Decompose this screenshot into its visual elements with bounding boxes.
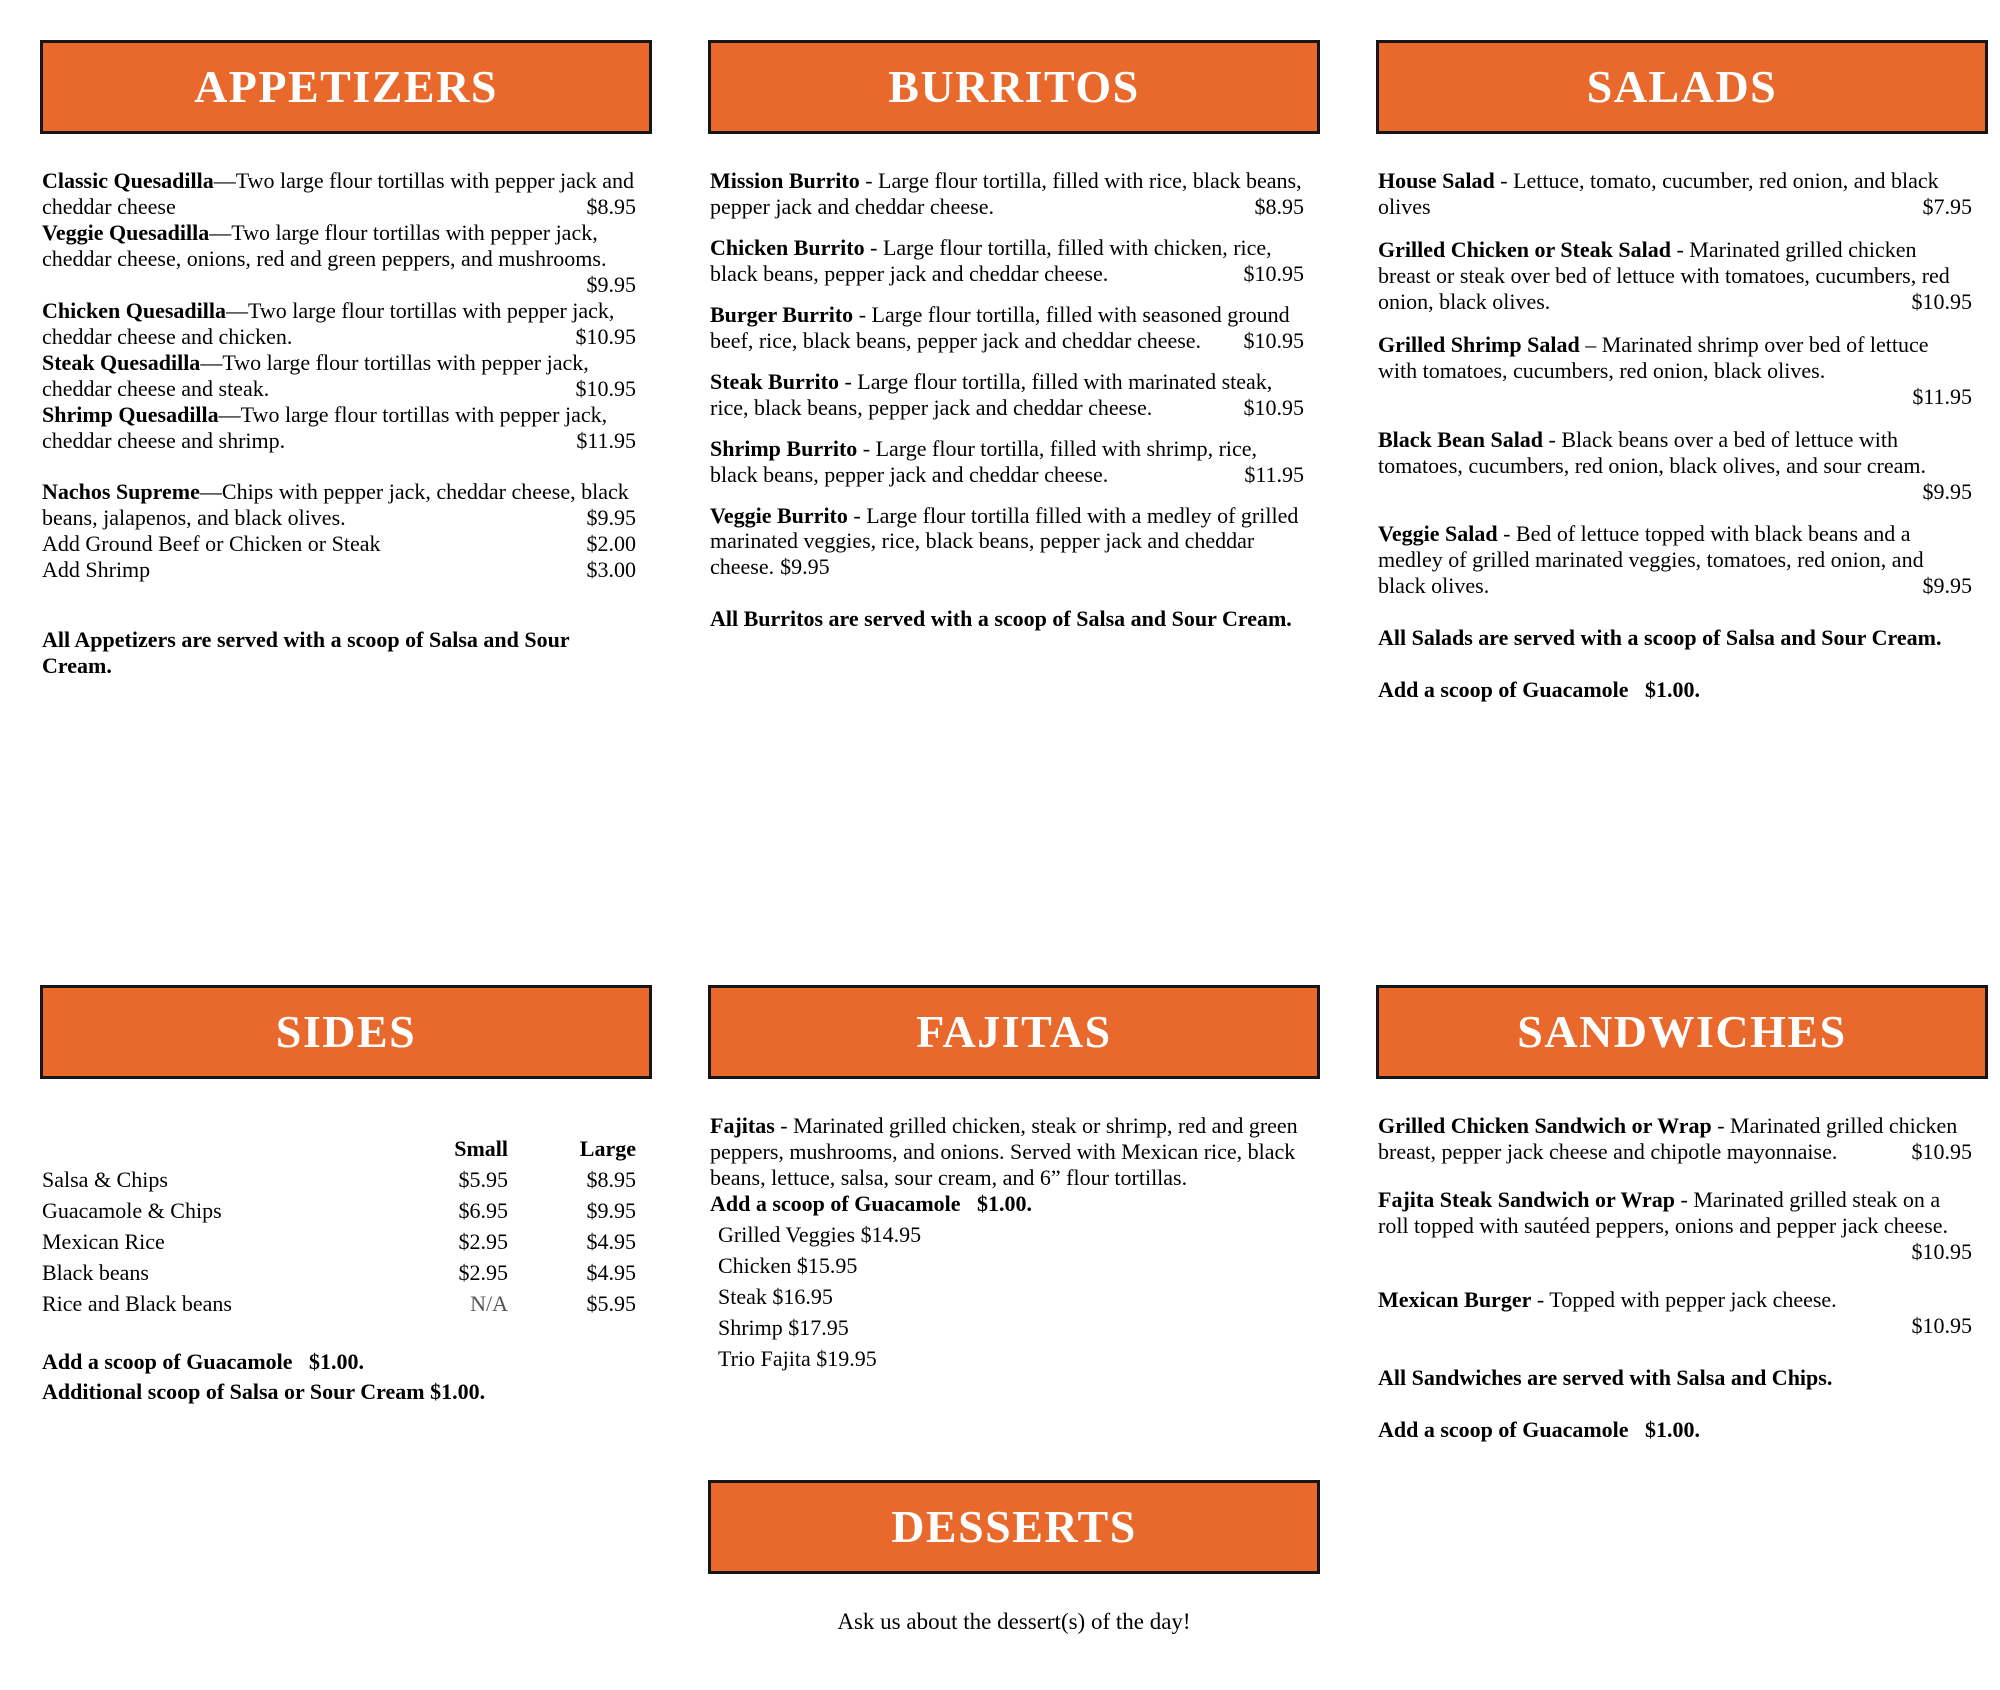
item-name: Steak Burrito bbox=[710, 368, 839, 394]
side-price-small: $2.95 bbox=[458, 1260, 508, 1285]
guacamole-note: Add a scoop of Guacamole $1.00. bbox=[1378, 1416, 1701, 1442]
menu-item bbox=[710, 168, 1304, 220]
addon-label: Add Ground Beef or Chicken or Steak bbox=[42, 531, 381, 557]
addon-price: $2.00 bbox=[586, 531, 636, 557]
item-name: Veggie Quesadilla bbox=[42, 219, 210, 245]
item-price: $9.95 bbox=[586, 505, 636, 531]
item-desc: - Large flour tortilla, filled with chicken, rice, black beans, pepper jack and cheddar cheese. bbox=[710, 234, 1272, 286]
item-price: $9.95 bbox=[586, 271, 636, 297]
item-name: Steak Quesadilla bbox=[42, 349, 201, 375]
item-name: Fajitas bbox=[710, 1113, 775, 1138]
item-desc: - Large flour tortilla, filled with marinated steak, rice, black beans, pepper jack and cheddar cheese. bbox=[710, 368, 1273, 420]
item-desc: – Marinated shrimp over bed of lettuce with tomatoes, cucumbers, red onion, black olives. bbox=[1378, 331, 1929, 383]
sides-row bbox=[42, 1257, 636, 1288]
menu-item bbox=[42, 168, 636, 220]
item-name: Grilled Chicken or Steak Salad bbox=[1378, 236, 1671, 262]
item-price: $10.95 bbox=[1911, 288, 1972, 314]
fajitas-title: FAJITAS bbox=[916, 1005, 1112, 1057]
item-desc: —Two large flour tortillas with pepper jack, cheddar cheese, onions, red and green peppers, and mushrooms. bbox=[42, 219, 607, 271]
side-price-small: $5.95 bbox=[458, 1167, 508, 1192]
burritos-title: BURRITOS bbox=[888, 60, 1140, 112]
item-desc: - Large flour tortilla, filled with seasoned ground beef, rice, black beans, pepper jack and cheddar cheese. bbox=[710, 301, 1290, 353]
sides-header-small: Small bbox=[454, 1136, 508, 1161]
sides-header-large: Large bbox=[579, 1136, 636, 1161]
sides-row bbox=[42, 1288, 636, 1319]
extra-scoop-note: Additional scoop of Salsa or Sour Cream $1.00. bbox=[42, 1379, 486, 1404]
item-name: House Salad bbox=[1378, 168, 1495, 193]
burritos-banner bbox=[708, 40, 1320, 134]
item-name: Chicken Burrito bbox=[710, 234, 865, 260]
side-price-small: $2.95 bbox=[458, 1229, 508, 1254]
item-desc: —Chips with pepper jack, cheddar cheese, black beans, jalapenos, and black olives. bbox=[42, 479, 629, 531]
column-middle bbox=[708, 40, 1320, 1635]
side-price-small: N/A bbox=[470, 1291, 508, 1316]
item-name: Burger Burrito bbox=[710, 301, 854, 327]
side-name: Salsa & Chips bbox=[42, 1167, 168, 1192]
item-price: $10.95 bbox=[1243, 327, 1304, 353]
item-desc: - Large flour tortilla, filled with rice, black beans, pepper jack and cheddar cheese. bbox=[710, 168, 1302, 219]
item-name: Nachos Supreme bbox=[42, 479, 200, 505]
item-desc: - Black beans over a bed of lettuce with tomatoes, cucumbers, red onion, black olives, and sour cream. bbox=[1378, 426, 1927, 478]
menu-item bbox=[42, 220, 636, 298]
sandwiches-body bbox=[1376, 1079, 1988, 1443]
section-note: All Burritos are served with a scoop of Salsa and Sour Cream. bbox=[710, 606, 1292, 632]
menu-item bbox=[710, 436, 1304, 488]
menu-item bbox=[42, 298, 636, 350]
desserts-banner bbox=[708, 1480, 1320, 1574]
item-price: $11.95 bbox=[1912, 383, 1972, 409]
sides-title: SIDES bbox=[275, 1005, 417, 1057]
sides-table bbox=[42, 1133, 636, 1319]
fajita-option: Grilled Veggies $14.95 bbox=[718, 1221, 922, 1247]
menu-item bbox=[1378, 332, 1972, 410]
item-name: Fajita Steak Sandwich or Wrap bbox=[1378, 1186, 1676, 1212]
item-price: $8.95 bbox=[586, 193, 636, 219]
item-name: Classic Quesadilla bbox=[42, 168, 214, 193]
side-price-large: $8.95 bbox=[586, 1167, 636, 1192]
sides-notes bbox=[42, 1347, 636, 1407]
item-name: Grilled Shrimp Salad bbox=[1378, 331, 1580, 357]
desserts-title: DESSERTS bbox=[891, 1500, 1137, 1552]
item-desc: - Lettuce, tomato, cucumber, red onion, and black olives bbox=[1378, 168, 1939, 219]
item-price: $10.95 bbox=[575, 323, 636, 349]
fajita-option: Shrimp $17.95 bbox=[718, 1314, 849, 1340]
sides-row bbox=[42, 1164, 636, 1195]
item-desc: - Marinated grilled chicken, steak or shrimp, red and green peppers, mushrooms, and onions. Served with Mexican rice, black beans, lettuce, salsa, sour cream, and 6” flour tortillas. bbox=[710, 1113, 1298, 1190]
item-name: Veggie Salad bbox=[1378, 521, 1498, 547]
addon-price: $3.00 bbox=[586, 557, 636, 583]
item-desc: —Two large flour tortillas with pepper jack, cheddar cheese and chicken. bbox=[42, 297, 615, 349]
item-price: $10.95 bbox=[1911, 1138, 1972, 1164]
item-desc: - Marinated grilled steak on a roll topped with sautéed peppers, onions and pepper jack cheese. bbox=[1378, 1186, 1948, 1238]
item-price: $11.95 bbox=[576, 427, 636, 453]
menu-item bbox=[42, 402, 636, 454]
item-price: $10.95 bbox=[1243, 394, 1304, 420]
item-desc: - Bed of lettuce topped with black beans and a medley of grilled marinated veggies, tomatoes, red onion, and black olives. bbox=[1378, 521, 1924, 599]
side-price-large: $4.95 bbox=[586, 1229, 636, 1254]
item-price: $9.95 bbox=[780, 554, 830, 580]
side-price-large: $5.95 bbox=[586, 1291, 636, 1316]
sandwiches-title: SANDWICHES bbox=[1517, 1005, 1847, 1057]
burritos-body bbox=[708, 134, 1320, 985]
item-name: Chicken Quesadilla bbox=[42, 297, 226, 323]
item-name: Grilled Chicken Sandwich or Wrap bbox=[1378, 1113, 1712, 1138]
column-left bbox=[40, 40, 652, 1635]
fajitas-body bbox=[708, 1079, 1320, 1480]
section-note: All Appetizers are served with a scoop of Salsa and Sour Cream. bbox=[42, 627, 575, 679]
addon-line bbox=[42, 531, 636, 557]
side-name: Mexican Rice bbox=[42, 1229, 165, 1254]
fajita-options bbox=[710, 1219, 1304, 1374]
menu-item bbox=[1378, 168, 1972, 220]
item-price: $10.95 bbox=[575, 375, 636, 401]
salads-title: SALADS bbox=[1586, 60, 1778, 112]
item-price: $9.95 bbox=[1922, 478, 1972, 504]
side-price-large: $9.95 bbox=[586, 1198, 636, 1223]
menu-item bbox=[1378, 1187, 1972, 1265]
item-price: $7.95 bbox=[1922, 193, 1972, 219]
menu-item bbox=[1378, 1113, 1972, 1165]
item-price: $10.95 bbox=[1911, 1312, 1972, 1338]
salads-body bbox=[1376, 134, 1988, 985]
section-note: All Salads are served with a scoop of Salsa and Sour Cream. bbox=[1378, 625, 1942, 651]
item-name: Mission Burrito bbox=[710, 168, 860, 193]
side-price-small: $6.95 bbox=[458, 1198, 508, 1223]
side-name: Black beans bbox=[42, 1260, 149, 1285]
side-name: Guacamole & Chips bbox=[42, 1198, 222, 1223]
desserts-tagline: Ask us about the dessert(s) of the day! bbox=[837, 1609, 1191, 1634]
guacamole-note: Add a scoop of Guacamole $1.00. bbox=[42, 1349, 365, 1374]
guacamole-note: Add a scoop of Guacamole $1.00. bbox=[710, 1190, 1033, 1216]
appetizers-banner bbox=[40, 40, 652, 134]
item-name: Shrimp Burrito bbox=[710, 435, 858, 461]
item-desc: —Two large flour tortillas with pepper jack, cheddar cheese and shrimp. bbox=[42, 401, 608, 453]
item-price: $9.95 bbox=[1922, 573, 1972, 599]
menu-item bbox=[1378, 237, 1972, 315]
sides-body bbox=[40, 1079, 652, 1407]
side-price-large: $4.95 bbox=[586, 1260, 636, 1285]
fajita-option: Steak $16.95 bbox=[718, 1283, 833, 1309]
item-desc: - Large flour tortilla filled with a medley of grilled marinated veggies, rice, black beans, pepper jack and cheddar cheese. bbox=[710, 502, 1299, 580]
item-price: $10.95 bbox=[1243, 260, 1304, 286]
menu-item bbox=[1378, 427, 1972, 505]
item-price: $8.95 bbox=[1254, 193, 1304, 219]
column-right bbox=[1376, 40, 1988, 1635]
spacer bbox=[42, 453, 636, 479]
sides-row bbox=[42, 1226, 636, 1257]
sandwiches-banner bbox=[1376, 985, 1988, 1079]
menu-item bbox=[1378, 521, 1972, 599]
addon-label: Add Shrimp bbox=[42, 557, 151, 583]
menu-item bbox=[710, 1113, 1304, 1191]
sides-header-row bbox=[42, 1133, 636, 1164]
item-name: Mexican Burger bbox=[1378, 1286, 1532, 1312]
section-note: All Sandwiches are served with Salsa and Chips. bbox=[1378, 1364, 1833, 1390]
side-name: Rice and Black beans bbox=[42, 1291, 232, 1316]
item-name: Black Bean Salad bbox=[1378, 426, 1544, 452]
item-desc: - Large flour tortilla, filled with shrimp, rice, black beans, pepper jack and cheddar cheese. bbox=[710, 435, 1258, 487]
sides-header-blank bbox=[42, 1133, 398, 1164]
appetizers-title: APPETIZERS bbox=[194, 60, 498, 112]
fajita-option: Trio Fajita $19.95 bbox=[718, 1345, 877, 1371]
item-price: $10.95 bbox=[1911, 1238, 1972, 1264]
menu-item bbox=[42, 479, 636, 531]
sides-row bbox=[42, 1195, 636, 1226]
menu-item bbox=[710, 369, 1304, 421]
item-name: Veggie Burrito bbox=[710, 502, 848, 528]
item-desc: - Marinated grilled chicken breast, pepper jack cheese and chipotle mayonnaise. bbox=[1378, 1113, 1958, 1164]
sides-banner bbox=[40, 985, 652, 1079]
guacamole-note: Add a scoop of Guacamole $1.00. bbox=[1378, 677, 1701, 703]
menu-item bbox=[42, 350, 636, 402]
item-desc: —Two large flour tortillas with pepper jack and cheddar cheese bbox=[42, 168, 634, 219]
fajita-option: Chicken $15.95 bbox=[718, 1252, 858, 1278]
item-desc: - Marinated grilled chicken breast or steak over bed of lettuce with tomatoes, cucumbers, red onion, black olives. bbox=[1378, 236, 1950, 314]
item-price: $11.95 bbox=[1244, 461, 1304, 487]
menu-item bbox=[710, 235, 1304, 287]
fajitas-banner bbox=[708, 985, 1320, 1079]
item-name: Shrimp Quesadilla bbox=[42, 401, 219, 427]
salads-banner bbox=[1376, 40, 1988, 134]
item-desc: —Two large flour tortillas with pepper jack, cheddar cheese and steak. bbox=[42, 349, 589, 401]
menu-item bbox=[1378, 1287, 1972, 1339]
addon-line bbox=[42, 557, 636, 583]
appetizers-body bbox=[40, 134, 652, 985]
menu-item bbox=[710, 302, 1304, 354]
menu-item bbox=[710, 503, 1304, 581]
item-desc: - Topped with pepper jack cheese. bbox=[1531, 1286, 1837, 1312]
